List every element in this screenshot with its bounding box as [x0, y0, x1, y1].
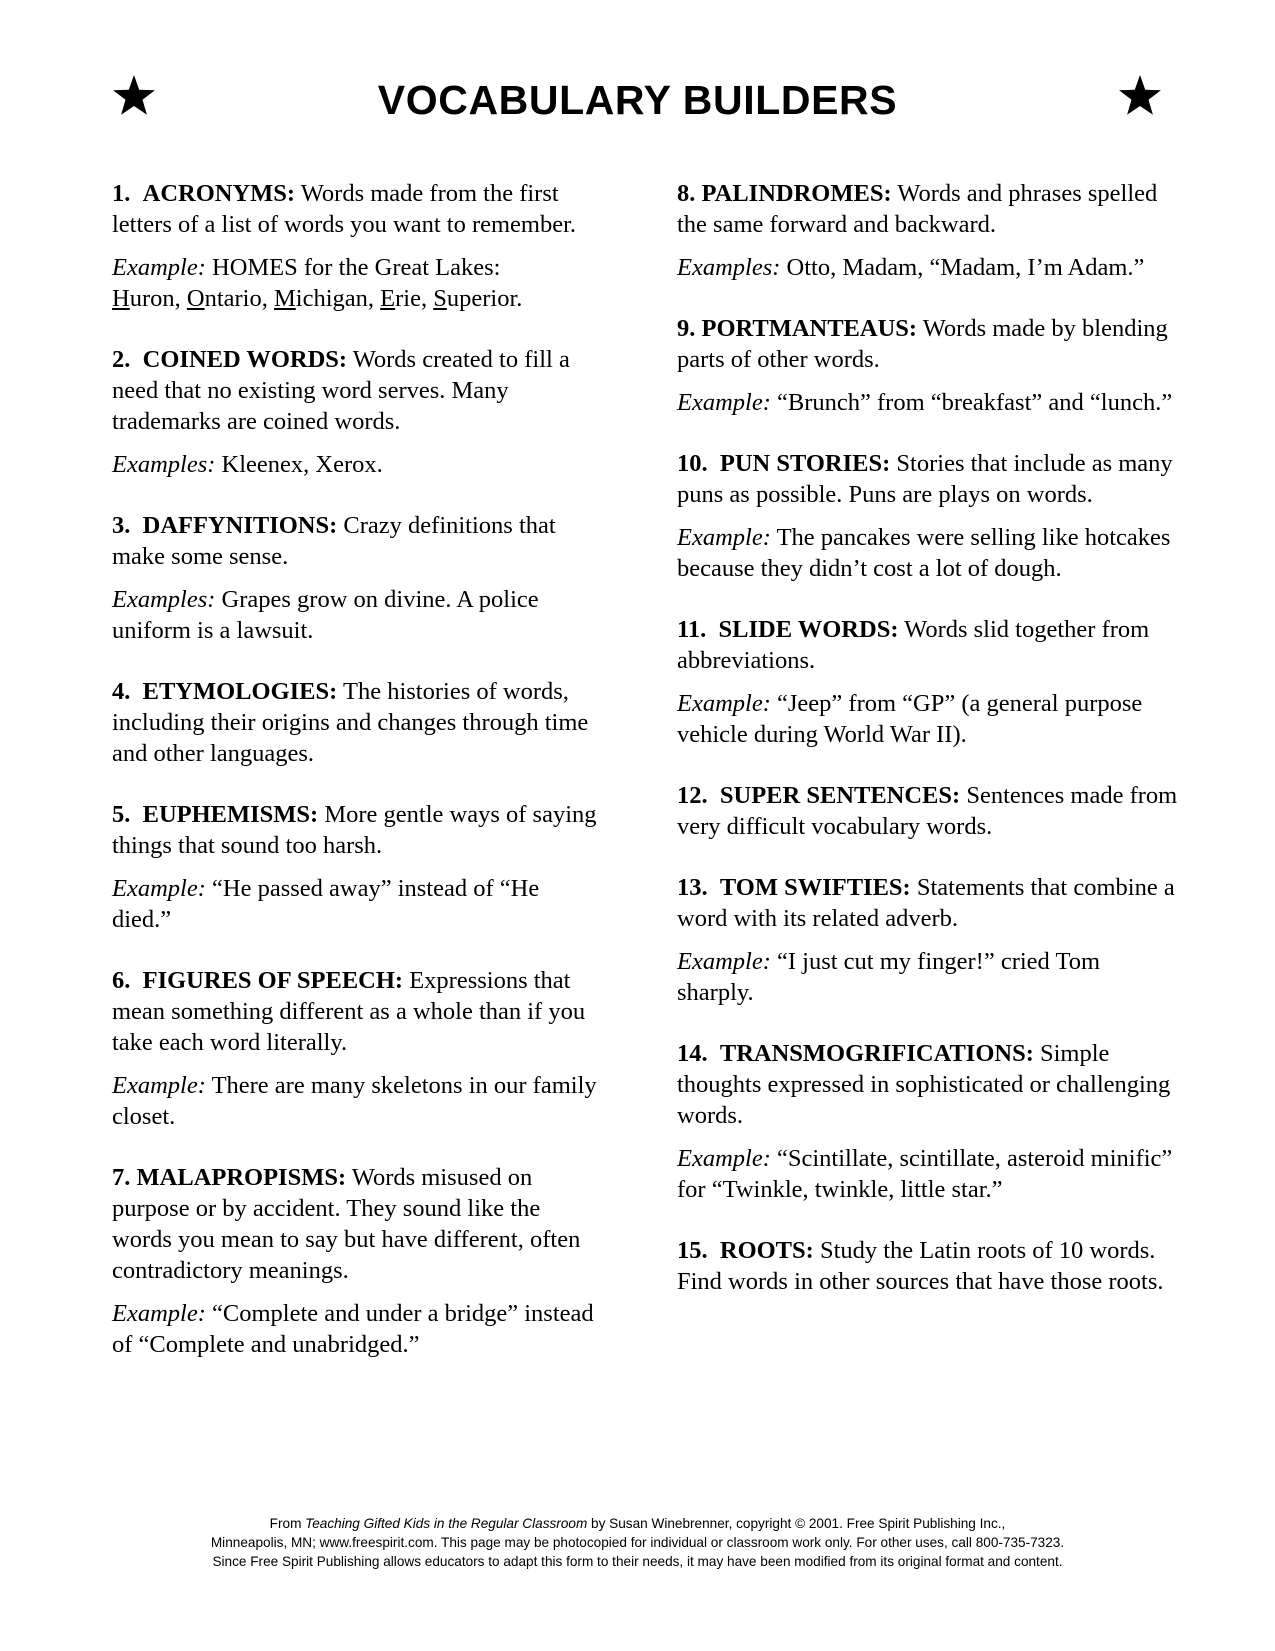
- item-term: SUPER SENTENCES:: [719, 782, 961, 809]
- item-number: 10.: [677, 450, 708, 477]
- item-example: [677, 946, 1182, 1008]
- item-number: 14.: [677, 1040, 708, 1067]
- item-def: Stories that include as many puns as possible. Puns are plays on words.: [677, 450, 1173, 508]
- item-def: Words created to fill a need that no existing word serves. Many trademarks are coined words.: [112, 346, 570, 435]
- item-term: ETYMOLOGIES:: [142, 678, 338, 705]
- item-def: Study the Latin roots of 10 words. Find words in other sources that have those roots.: [677, 1237, 1164, 1295]
- item-definition: [677, 780, 1182, 842]
- item-definition: [677, 448, 1182, 510]
- item-def: Expressions that mean something different as a whole than if you take each word literally.: [112, 967, 586, 1056]
- item-term: TOM SWIFTIES:: [719, 874, 911, 901]
- item-number: 1.: [112, 180, 131, 207]
- item-number: 11.: [677, 616, 707, 643]
- footer-line-1: From Teaching Gifted Kids in the Regular Classroom by Susan Winebrenner, copyright © 2001. Free Spirit Publishing Inc.,: [269, 1516, 1006, 1531]
- item-definition: [677, 1038, 1182, 1131]
- vocab-item: [112, 676, 602, 769]
- lake-name: Michigan,: [273, 285, 375, 312]
- example-label: Example:: [677, 389, 771, 416]
- footer-line-3: Since Free Spirit Publishing allows educators to adapt this form to their needs, it may have been modified from its original format and content.: [212, 1554, 1063, 1569]
- item-definition: [112, 965, 602, 1058]
- item-def: More gentle ways of saying things that sound too harsh.: [112, 801, 597, 859]
- example-text: Grapes grow on divine. A police uniform is a lawsuit.: [112, 586, 539, 644]
- page-title: VOCABULARY BUILDERS: [377, 77, 898, 123]
- left-column: [112, 178, 602, 1390]
- item-def: Sentences made from very difficult vocabulary words.: [677, 782, 1178, 840]
- item-def: Statements that combine a word with its related adverb.: [677, 874, 1175, 932]
- example-label: Example:: [677, 1145, 771, 1172]
- item-example: [677, 252, 1182, 283]
- vocab-item: [677, 1038, 1182, 1205]
- item-number: 5.: [112, 801, 131, 828]
- example-text: “I just cut my finger!” cried Tom sharply.: [677, 948, 1101, 1006]
- footer-line-2: Minneapolis, MN; www.freespirit.com. This page may be photocopied for individual or classroom work only. For other uses, call 800-735-7323.: [210, 1535, 1065, 1550]
- item-term: ACRONYMS:: [142, 180, 296, 207]
- item-example: [112, 1070, 602, 1132]
- example-label: Example:: [677, 524, 771, 551]
- example-text: “Scintillate, scintillate, asteroid minific” for “Twinkle, twinkle, little star.”: [677, 1145, 1173, 1203]
- item-example: [112, 584, 602, 646]
- vocab-item: [677, 313, 1182, 418]
- example-text: Otto, Madam, “Madam, I’m Adam.”: [786, 254, 1145, 281]
- vocab-item: [677, 614, 1182, 750]
- item-definition: [112, 510, 602, 572]
- item-number: 13.: [677, 874, 708, 901]
- item-example: [677, 387, 1182, 418]
- item-term: TRANSMOGRIFICATIONS:: [719, 1040, 1034, 1067]
- lake-name: Erie,: [380, 285, 428, 312]
- item-number: 8.: [677, 180, 696, 207]
- item-definition: [677, 1235, 1182, 1297]
- item-number: 2.: [112, 346, 131, 373]
- item-definition: [677, 313, 1182, 375]
- star-icon: [1118, 74, 1162, 118]
- item-term: SLIDE WORDS:: [718, 616, 899, 643]
- item-def: Words made from the first letters of a list of words you want to remember.: [112, 180, 577, 238]
- item-term: EUPHEMISMS:: [142, 801, 319, 828]
- item-definition: [112, 344, 602, 437]
- page-footer: [0, 1514, 1275, 1571]
- item-term: COINED WORDS:: [142, 346, 348, 373]
- item-def: Words and phrases spelled the same forward and backward.: [677, 180, 1158, 238]
- example-label: Examples:: [112, 586, 216, 613]
- example-text: HOMES for the Great Lakes:: [212, 254, 501, 281]
- example-text: “He passed away” instead of “He died.”: [112, 875, 540, 933]
- item-term: FIGURES OF SPEECH:: [142, 967, 404, 994]
- vocab-item: [677, 780, 1182, 842]
- item-term: PALINDROMES:: [701, 180, 892, 207]
- item-definition: [112, 676, 602, 769]
- item-definition: [112, 1162, 602, 1286]
- example-text: There are many skeletons in our family closet.: [112, 1072, 597, 1130]
- item-definition: [112, 799, 602, 861]
- item-def: Words misused on purpose or by accident. They sound like the words you mean to say but have different, often contradictory meanings.: [112, 1164, 581, 1284]
- example-text: “Brunch” from “breakfast” and “lunch.”: [777, 389, 1173, 416]
- item-example: [677, 522, 1182, 584]
- item-number: 9.: [677, 315, 696, 342]
- vocab-item: [112, 965, 602, 1132]
- item-example: [677, 688, 1182, 750]
- right-column: [677, 178, 1182, 1327]
- item-def: Crazy definitions that make some sense.: [112, 512, 556, 570]
- vocab-item: [112, 178, 602, 314]
- item-example: [112, 1298, 602, 1360]
- book-title: Teaching Gifted Kids in the Regular Classroom: [305, 1516, 588, 1531]
- item-definition: [677, 178, 1182, 240]
- item-term: PUN STORIES:: [719, 450, 891, 477]
- example-text: “Complete and under a bridge” instead of “Complete and unabridged.”: [112, 1300, 594, 1358]
- example-label: Example:: [112, 875, 206, 902]
- example-text: The pancakes were selling like hotcakes because they didn’t cost a lot of dough.: [677, 524, 1171, 582]
- item-example: [112, 449, 602, 480]
- item-term: ROOTS:: [719, 1237, 814, 1264]
- lake-name: Huron,: [112, 285, 181, 312]
- item-def: The histories of words, including their origins and changes through time and other languages.: [112, 678, 589, 767]
- item-number: 4.: [112, 678, 131, 705]
- vocab-item: [112, 799, 602, 935]
- lake-name: Superior.: [433, 285, 523, 312]
- item-number: 3.: [112, 512, 131, 539]
- lake-name: Ontario,: [186, 285, 268, 312]
- example-label: Example:: [112, 254, 206, 281]
- item-example: [112, 252, 602, 314]
- example-label: Example:: [112, 1300, 206, 1327]
- item-number: 7.: [112, 1164, 131, 1191]
- item-term: DAFFYNITIONS:: [142, 512, 338, 539]
- page-header: [0, 70, 1275, 130]
- item-def: Words slid together from abbreviations.: [677, 616, 1150, 674]
- item-def: Simple thoughts expressed in sophisticated or challenging words.: [677, 1040, 1171, 1129]
- vocab-item: [677, 178, 1182, 283]
- vocab-item: [677, 872, 1182, 1008]
- item-example: [677, 1143, 1182, 1205]
- example-label: Example:: [677, 948, 771, 975]
- item-number: 6.: [112, 967, 131, 994]
- vocab-item: [677, 448, 1182, 584]
- item-number: 12.: [677, 782, 708, 809]
- item-definition: [677, 872, 1182, 934]
- item-def: Words made by blending parts of other words.: [677, 315, 1168, 373]
- item-term: PORTMANTEAUS:: [701, 315, 918, 342]
- item-example: [112, 873, 602, 935]
- vocab-item: [677, 1235, 1182, 1297]
- example-label: Example:: [677, 690, 771, 717]
- item-number: 15.: [677, 1237, 708, 1264]
- vocab-item: [112, 344, 602, 480]
- vocab-item: [112, 510, 602, 646]
- example-text: Kleenex, Xerox.: [221, 451, 383, 478]
- example-label: Examples:: [112, 451, 216, 478]
- item-definition: [112, 178, 602, 240]
- example-label: Example:: [112, 1072, 206, 1099]
- example-label: Examples:: [677, 254, 781, 281]
- example-text: “Jeep” from “GP” (a general purpose vehicle during World War II).: [677, 690, 1143, 748]
- vocab-item: [112, 1162, 602, 1360]
- item-term: MALAPROPISMS:: [136, 1164, 347, 1191]
- item-definition: [677, 614, 1182, 676]
